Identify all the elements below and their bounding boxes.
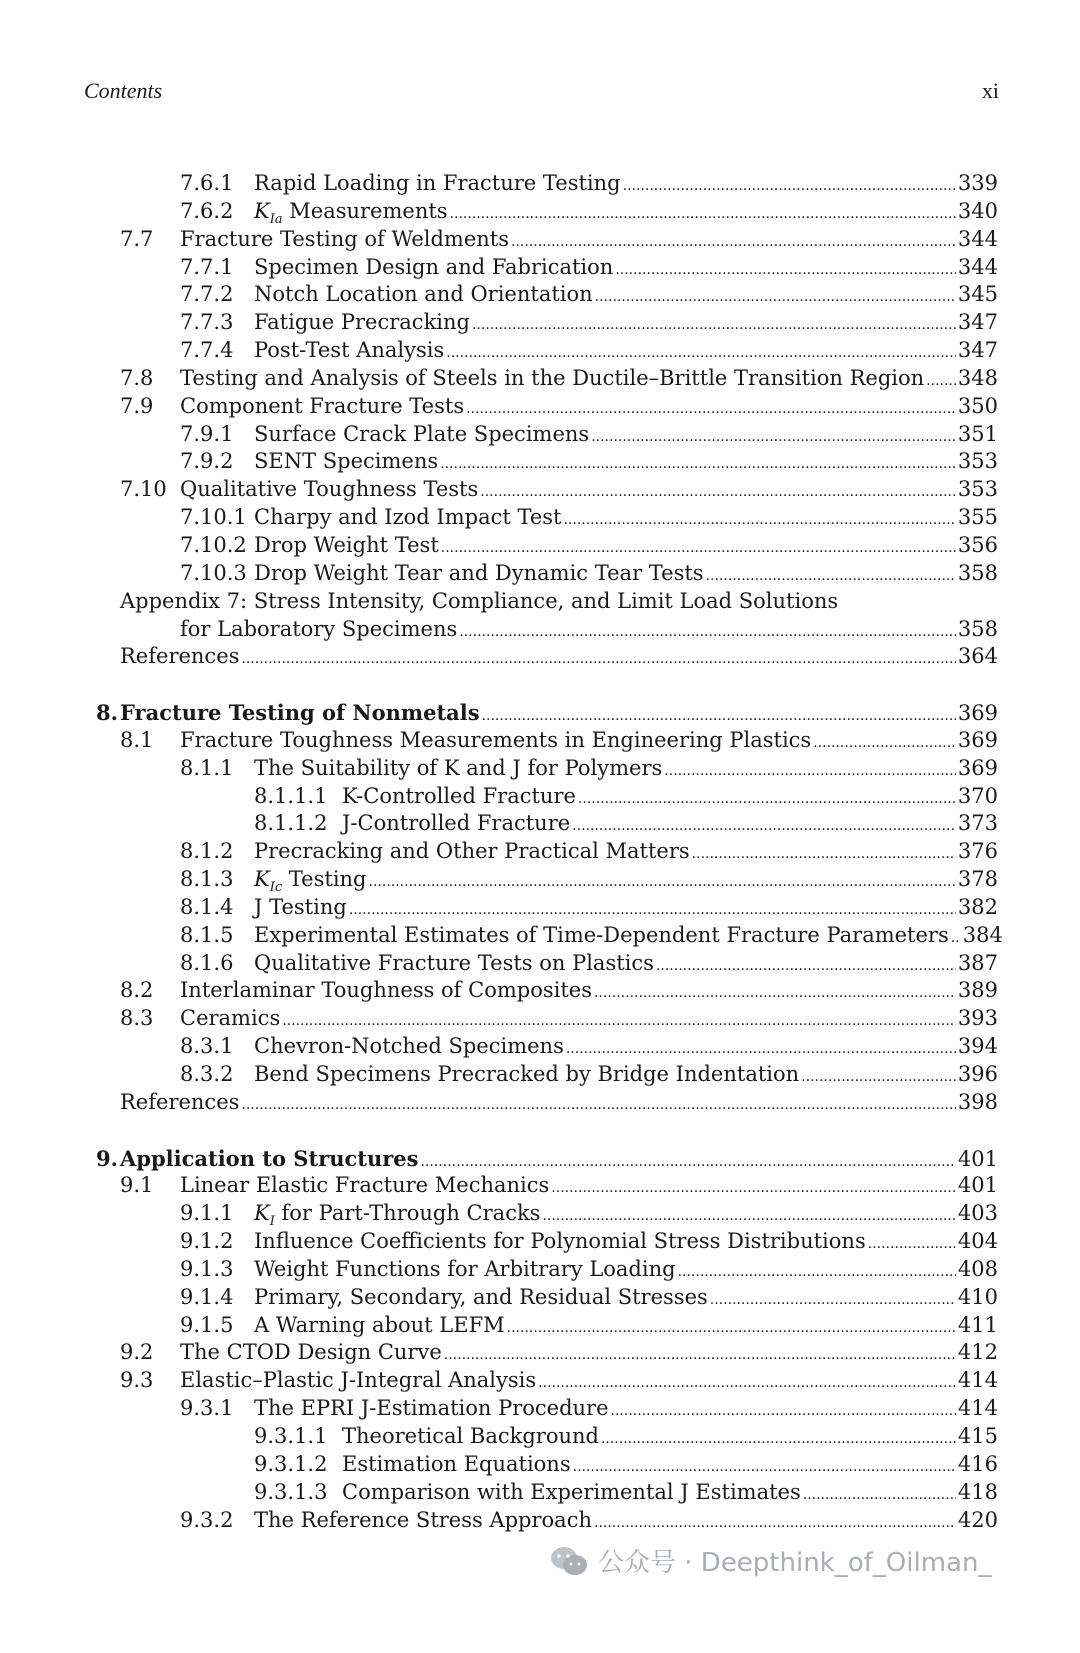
toc-entry-number: 7.7 [120,226,154,251]
toc-entry-title: Elastic–Plastic J-Integral Analysis [180,1368,537,1393]
toc-entry-line [120,1145,998,1176]
toc-entry-number: 7.9.1 [180,421,234,446]
toc-entry-line [254,1033,998,1063]
toc-entry-line [254,1395,998,1425]
toc-entry-line [120,699,998,730]
dot-leader [572,810,956,840]
toc-entry-title: Fracture Toughness Measurements in Engineering Plastics [180,727,812,752]
toc-entry-title: Ceramics [180,1006,281,1031]
dot-leader [241,643,956,673]
dot-leader [444,1339,956,1369]
toc-entry-number: 8.1.3 [180,867,234,892]
toc-entry-number: 8.2 [120,978,154,1003]
dot-leader [951,922,961,952]
dot-leader [511,226,956,256]
toc-entry-title: Precracking and Other Practical Matters [254,839,690,864]
dot-leader [601,1423,956,1453]
toc-entry [0,1061,1080,1089]
toc-entry-line [254,421,998,451]
toc-entry-page: 373 [957,811,998,836]
toc-entry-line [254,1312,998,1342]
toc-entry-page: 347 [957,338,998,363]
toc-entry [0,755,1080,783]
watermark [550,1542,991,1579]
toc-entry-line [254,337,998,367]
toc-entry-line [254,1284,998,1314]
toc-entry-number: 8.1.4 [180,894,234,919]
toc-entry-number: 9.3.1.1 [254,1423,328,1448]
toc-entry [0,448,1080,476]
toc-entry-title: Linear Elastic Fracture Mechanics [180,1173,550,1198]
toc-entry-number: 9.1.5 [180,1312,234,1337]
toc-entry-number: 7.8 [120,365,154,390]
toc-entry-line [120,588,838,615]
toc-entry-number: 8.3.1 [180,1034,234,1059]
toc-entry-page: 353 [957,477,998,502]
toc-entry [0,1479,1080,1507]
dot-leader [656,950,956,980]
toc-entry-number: 9.3.2 [180,1507,234,1532]
toc-entry-page: 394 [957,1034,998,1059]
toc-entry-title: Testing and Analysis of Steels in the Ductile–Brittle Transition Region [180,365,925,390]
toc-entry [0,922,1080,950]
dot-leader [803,1479,956,1509]
toc-entry-page: 356 [957,532,998,557]
dot-leader [538,1367,956,1397]
toc-entry-title: The CTOD Design Curve [180,1340,442,1365]
toc-entry-number: 9.1.3 [180,1256,234,1281]
toc-entry-title: Fracture Testing of Weldments [180,226,510,251]
toc-entry-title: Experimental Estimates of Time-Dependent Fracture Parameters [254,922,949,947]
toc-entry-line [254,1256,998,1286]
toc-entry-line [342,1423,998,1453]
toc-entry-title: for Laboratory Specimens [180,616,458,641]
toc-entry [0,894,1080,922]
toc-entry-title: SENT Specimens [254,449,439,474]
toc-entry-line [254,1507,998,1537]
toc-entry-line [254,894,998,924]
toc-entry-page: 412 [957,1340,998,1365]
toc-entry-title: Rapid Loading in Fracture Testing [254,171,621,195]
toc-entry-title: The Suitability of K and J for Polymers [254,755,663,780]
toc-entry-number: 7.9 [120,393,154,418]
table-of-contents [0,170,1080,1534]
toc-entry-number: 9. [96,1145,118,1171]
toc-entry-title: Fatigue Precracking [254,310,470,335]
toc-entry-number: 9.3.1.3 [254,1479,328,1504]
toc-entry-page: 369 [957,727,998,752]
toc-entry [0,643,1080,671]
toc-entry-title: Bend Specimens Precracked by Bridge Indentation [254,1062,800,1086]
toc-entry [0,1312,1080,1340]
page-number: xi [981,78,999,103]
toc-entry-page: 387 [957,950,998,975]
toc-entry-line [180,393,998,423]
toc-entry-title: Surface Crack Plate Specimens [254,421,590,446]
toc-entry-title: References [120,644,240,669]
toc-entry [0,1339,1080,1367]
toc-entry [0,1367,1080,1395]
toc-entry-title: Fracture Testing of Nonmetals [120,700,480,726]
dot-leader [868,1228,956,1258]
toc-entry-number: 9.1.1 [180,1201,234,1226]
toc-entry [0,421,1080,449]
toc-entry [0,393,1080,421]
toc-entry-line [120,643,998,673]
toc-entry-line [120,1089,998,1119]
toc-entry-title: Qualitative Fracture Tests on Plastics [254,950,654,975]
toc-entry-line [342,810,998,840]
dot-leader [349,894,956,924]
toc-entry-title: Post-Test Analysis [254,338,445,363]
toc-entry-page: 414 [957,1368,998,1393]
toc-entry-title: Weight Functions for Arbitrary Loading [254,1256,676,1281]
toc-entry-number: 7.10 [120,477,167,502]
toc-entry [0,170,1080,198]
dot-leader [710,1284,956,1314]
toc-entry [0,476,1080,504]
toc-entry-title: Drop Weight Tear and Dynamic Tear Tests [254,560,704,585]
toc-entry-title: References [120,1089,240,1114]
toc-entry-title: Primary, Secondary, and Residual Stresses [254,1284,708,1309]
toc-entry-title: Chevron-Notched Specimens [254,1034,564,1059]
toc-entry-page: 404 [957,1229,998,1254]
toc-entry-number: 9.1 [120,1173,154,1198]
toc-entry-page: 358 [957,616,998,641]
toc-entry-page: 348 [957,365,998,390]
toc-entry-page: 351 [957,421,998,446]
dot-leader [611,1395,956,1425]
toc-entry-number: 7.10.1 [180,505,247,530]
page-header [84,78,999,108]
toc-entry-line [254,560,998,590]
toc-entry-number: 9.1.4 [180,1284,234,1309]
toc-entry-line [180,727,998,757]
toc-entry-page: 358 [957,560,998,585]
dot-leader [563,504,955,534]
dot-leader [678,1256,956,1286]
dot-leader [573,1451,956,1481]
toc-entry-page: 410 [957,1284,998,1309]
toc-entry-page: 344 [957,254,998,279]
toc-entry-line [254,922,1003,952]
toc-entry-line [180,1172,998,1202]
toc-entry-number: 8. [96,700,118,726]
dot-leader [692,838,956,868]
wechat-icon [550,1545,588,1577]
toc-entry-title: Estimation Equations [342,1451,571,1476]
dot-leader [801,1061,956,1091]
toc-entry-page: 364 [957,644,998,669]
toc-entry-title: A Warning about LEFM [254,1312,505,1337]
dot-leader [594,977,956,1007]
toc-entry-page: 340 [957,198,998,223]
dot-leader [615,254,956,284]
toc-entry-title: Drop Weight Test [254,532,439,557]
toc-entry-page: 398 [957,1089,998,1114]
toc-entry [0,866,1080,894]
toc-entry-line [254,755,998,785]
dot-leader [594,1507,956,1537]
toc-entry-page: 370 [957,783,998,808]
toc-entry [0,1395,1080,1423]
toc-entry-line [254,170,998,200]
toc-entry-line [180,365,998,395]
toc-entry-page: 353 [957,449,998,474]
toc-entry-number: 9.3.1 [180,1396,234,1421]
toc-entry-page: 369 [957,755,998,780]
toc-entry [0,1451,1080,1479]
toc-entry [0,532,1080,560]
toc-entry-number: 8.1 [120,727,154,752]
toc-entry-title: $K_I$ for Part-Through Cracks [254,1201,541,1230]
toc-entry [0,365,1080,393]
toc-entry-line [342,1479,998,1509]
dot-leader [472,309,956,339]
toc-entry [0,810,1080,838]
toc-entry-page: 403 [957,1201,998,1226]
toc-entry-number: 8.1.1 [180,755,234,780]
dot-leader [480,476,956,506]
dot-leader [566,1033,956,1063]
toc-entry-number: 8.1.1.1 [254,783,328,808]
dot-leader [706,560,956,590]
toc-entry [0,226,1080,254]
toc-entry-page: 345 [957,282,998,307]
toc-entry [0,977,1080,1005]
dot-leader [369,866,956,896]
toc-entry-page: 378 [957,867,998,892]
toc-entry-number: 7.9.2 [180,449,234,474]
toc-entry [0,588,1080,616]
toc-entry-title: Appendix 7: Stress Intensity, Compliance, and Limit Load Solutions [120,588,839,613]
dot-leader [421,1146,956,1176]
toc-entry-page: 415 [957,1423,998,1448]
toc-entry-title: J-Controlled Fracture [342,811,571,836]
toc-entry-title: Interlaminar Toughness of Composites [180,978,592,1003]
toc-entry-number: 9.3.1.2 [254,1451,328,1476]
dot-leader [623,170,956,200]
dot-leader [446,337,956,367]
toc-entry-number: 7.7.3 [180,310,234,335]
toc-entry-line [180,476,998,506]
toc-entry-page: 369 [957,701,998,726]
toc-entry [0,1228,1080,1256]
toc-entry-title: Application to Structures [120,1145,419,1171]
toc-entry-page: 376 [957,839,998,864]
dot-leader [813,727,956,757]
toc-entry-title: Qualitative Toughness Tests [180,477,479,502]
dot-leader [507,1312,956,1342]
toc-entry-number: 7.6.2 [180,198,234,223]
toc-entry-number: 9.2 [120,1340,154,1365]
toc-entry-line [180,1339,998,1369]
toc-entry [0,560,1080,588]
toc-entry [0,504,1080,532]
dot-leader [450,198,956,228]
toc-entry-page: 384 [962,922,1003,947]
toc-entry [0,337,1080,365]
toc-entry-page: 401 [957,1173,998,1198]
toc-entry-line [254,950,998,980]
toc-entry-number: 9.3 [120,1368,154,1393]
toc-entry-page: 344 [957,226,998,251]
toc-entry-number: 7.6.1 [180,171,234,195]
toc-entry-title: The EPRI J-Estimation Procedure [254,1396,609,1421]
toc-entry-number: 9.1.2 [180,1229,234,1254]
dot-leader [664,755,956,785]
toc-entry-line [254,448,998,478]
toc-entry [0,198,1080,226]
toc-entry-page: 396 [957,1062,998,1086]
toc-entry [0,699,1080,727]
toc-entry-title: Theoretical Background [342,1423,599,1448]
toc-entry [0,950,1080,978]
toc-entry-title: $K_{Ia}$ Measurements [254,198,448,228]
toc-entry-title: $K_{Ic}$ Testing [254,867,367,896]
toc-entry-page: 408 [957,1256,998,1281]
toc-entry [0,309,1080,337]
toc-entry-page: 418 [957,1479,998,1504]
watermark-text: 公众号 · Deepthink_of_Oilman_ [598,1548,992,1578]
dot-leader [482,700,956,730]
toc-entry [0,1033,1080,1061]
toc-entry [0,1423,1080,1451]
toc-entry [0,838,1080,866]
toc-entry-title: Specimen Design and Fabrication [254,254,614,279]
toc-entry-number: 7.10.2 [180,532,247,557]
toc-entry-title: The Reference Stress Approach [254,1507,592,1532]
toc-entry-number: 7.10.3 [180,560,247,585]
toc-entry [0,783,1080,811]
toc-entry-number: 7.7.1 [180,254,234,279]
toc-entry-page: 420 [957,1507,998,1532]
toc-entry-number: 8.1.5 [180,922,234,947]
toc-entry-number: 7.7.2 [180,282,234,307]
toc-entry-title: Component Fracture Tests [180,393,465,418]
toc-entry-page: 339 [957,171,998,195]
dot-leader [441,532,956,562]
toc-entry-number: 8.3 [120,1006,154,1031]
toc-entry-line [180,616,998,646]
toc-entry-line [254,838,998,868]
toc-entry [0,1145,1080,1173]
toc-entry-line [254,254,998,284]
running-head: Contents [84,78,163,103]
toc-entry [0,1256,1080,1284]
toc-entry-line [254,281,998,311]
dot-leader [926,365,956,395]
toc-entry [0,1005,1080,1033]
toc-entry [0,1507,1080,1535]
toc-entry [0,616,1080,644]
toc-entry-title: Notch Location and Orientation [254,282,593,307]
dot-leader [440,448,956,478]
toc-entry-line [254,1228,998,1258]
toc-entry [0,254,1080,282]
toc-entry-page: 401 [957,1146,998,1171]
toc-entry [0,1089,1080,1117]
toc-entry-title: Comparison with Experimental J Estimates [342,1479,801,1504]
toc-entry-page: 414 [957,1396,998,1421]
dot-leader [459,616,956,646]
dot-leader [466,393,956,423]
dot-leader [591,421,956,451]
toc-entry-line [254,309,998,339]
toc-entry-page: 350 [957,393,998,418]
dot-leader [551,1172,956,1202]
toc-entry-title: J Testing [254,894,347,919]
toc-entry-line [180,977,998,1007]
toc-entry-line [254,504,998,534]
dot-leader [241,1089,956,1119]
toc-entry [0,727,1080,755]
toc-entry [0,1200,1080,1228]
toc-entry-title: K-Controlled Fracture [342,783,576,808]
dot-leader [282,1005,956,1035]
toc-entry-line [254,532,998,562]
toc-entry-line [342,783,998,813]
toc-entry-page: 355 [957,505,998,530]
toc-entry-line [180,226,998,256]
toc-entry-page: 347 [957,310,998,335]
toc-entry [0,281,1080,309]
toc-entry-page: 389 [957,978,998,1003]
toc-entry-page: 382 [957,894,998,919]
toc-entry-number: 8.1.2 [180,839,234,864]
toc-entry-number: 8.3.2 [180,1062,234,1086]
dot-leader [578,783,956,813]
toc-entry-number: 8.1.1.2 [254,811,328,836]
toc-entry-line [180,1005,998,1035]
toc-entry-line [180,1367,998,1397]
toc-entry-line [254,1061,998,1091]
toc-entry [0,1172,1080,1200]
dot-leader [542,1200,955,1230]
toc-entry-page: 411 [957,1312,998,1337]
toc-entry-number: 7.7.4 [180,338,234,363]
toc-entry [0,1284,1080,1312]
toc-entry-number: 8.1.6 [180,950,234,975]
toc-entry-title: Charpy and Izod Impact Test [254,505,562,530]
toc-entry-title: Influence Coefficients for Polynomial Stress Distributions [254,1229,866,1254]
toc-entry-page: 416 [957,1451,998,1476]
dot-leader [595,281,956,311]
toc-entry-page: 393 [957,1006,998,1031]
toc-entry-line [342,1451,998,1481]
